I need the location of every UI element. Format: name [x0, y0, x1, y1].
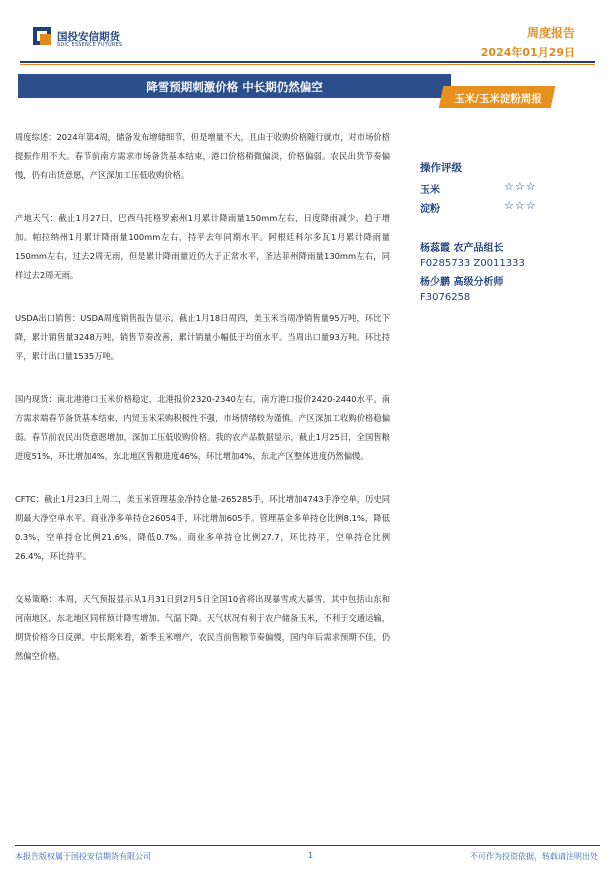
header-divider-accent	[20, 64, 595, 65]
analyst-certificate: F0285733 Z0011333	[420, 258, 525, 269]
product-tag: 玉米/玉米淀粉周报	[454, 93, 542, 105]
logo-text-cn: 国投安信期货	[57, 31, 120, 43]
paragraph-weather: 产地天气：截止1月27日，巴西马托格罗索州1月累计降雨量150mm左右，日度降雨减少，趋于增加。帕拉纳州1月累计降雨量100mm左右，持平去年同期水平。阿根廷科尔多瓦1月累计降雨量150mm左右，过去2周无雨，但是累计降雨量近仍大于正常水平，圣达菲州降雨量130mm左右，同样过去2周无雨。	[15, 213, 390, 280]
company-logo	[33, 27, 143, 53]
footer-divider	[15, 845, 600, 846]
paragraph-weekly-summary: 周度综述：2024年第4周，储备发布增储细节，但是增量不大，且由于收购价格随行就市，对市场价格提振作用不大。春节前南方需求市场备货基本结束，港口价格稍微偏淡，价格偏弱。农民出货节奏偏慢，仍有出货意愿，产区深加工压低收购价格。	[15, 132, 390, 180]
page-title: 降雪预期刺激价格 中长期仍然偏空	[146, 80, 323, 94]
footer-disclaimer: 不可作为投资依据，转载请注明出处	[470, 852, 598, 861]
title-banner	[18, 74, 451, 98]
rating-product-name: 淀粉	[420, 204, 440, 215]
header-divider	[20, 61, 595, 63]
analyst-certificate: F3076258	[420, 292, 471, 303]
logo-mark-icon	[33, 27, 51, 45]
rating-stars: ☆☆☆	[504, 199, 537, 212]
paragraph-domestic-spot: 国内现货：南北港港口玉米价格稳定，北港报价2320-2340左右，南方港口报价2420-2440水平。南方需求端春节备货基本结束，内贸玉米采购积极性不强，市场情绪较为谨慎。产区深加工收购价格稳偏弱。春节前农民出货意愿增加，深加工压低收购价格。我的农产品数据显示，截止1月25日，全国售粮进度51%，环比增加4%，东北地区售粮进度46%，环比增加4%，东北产区整体进度仍然偏慢。	[15, 394, 390, 461]
rating-title: 操作评级	[420, 162, 462, 174]
rating-row	[420, 200, 580, 219]
report-date: 2024年01月29日	[480, 46, 575, 59]
sidebar	[420, 160, 580, 303]
paragraph-usda: USDA出口销售：USDA周度销售报告显示，截止1月18日周四，美玉米当周净销售量95万吨，环比下降，累计销售量3248万吨，销售节奏改善，累计销量小幅低于均值水平。当周出口量93万吨，环比持平，累计出口量1535万吨。	[15, 313, 390, 361]
analyst-name: 杨少鹏 高级分析师	[420, 277, 504, 288]
analyst-name: 杨蕊霞 农产品组长	[420, 243, 504, 254]
report-type: 周度报告	[526, 26, 575, 40]
rating-row	[420, 181, 580, 200]
report-body	[15, 128, 390, 690]
paragraph-cftc: CFTC：截止1月23日上周二，美玉米管理基金净持仓量-265285手，环比增加4743手净空单，历史同期最大净空单水平。商业净多单持仓26054手，环比增加605手。管理基金多单持仓比例8.1%，降低0.3%，空单持仓比例21.6%，降低0.7%。商业多单持仓比例27.7，环比持平，空单持仓比例26.4%，环比持平。	[15, 494, 390, 561]
page-number: 1	[308, 851, 314, 860]
footer-copyright: 本报告版权属于国投安信期货有限公司	[15, 852, 151, 861]
logo-text-en: SDIC ESSENCE FUTURES	[57, 42, 123, 48]
rating-product-name: 玉米	[420, 185, 440, 196]
rating-stars: ☆☆☆	[504, 180, 537, 193]
paragraph-strategy: 交易策略：本周，天气预报显示从1月31日到2月5日全国10省将出现暴雪或大暴雪，其中包括山东和河南地区，东北地区同样预计降雪增加、气温下降。天气状况有利于农户储备玉米，不利于交通运输，期货价格今日反弹。中长期来看，新季玉米增产，农民当前售粮节奏偏慢，国内年后需求预期不佳，仍然偏空价格。	[15, 594, 390, 661]
